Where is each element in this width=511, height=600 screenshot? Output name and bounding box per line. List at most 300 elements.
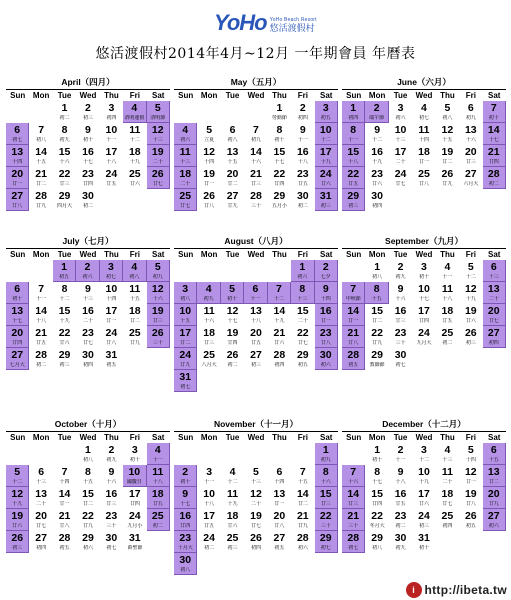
day-number: 6 bbox=[252, 283, 259, 295]
day-number: 13 bbox=[464, 124, 477, 136]
empty-cell bbox=[459, 531, 482, 553]
lunar-date: 清明節 bbox=[150, 115, 166, 121]
lunar-date: 廿四 bbox=[180, 523, 191, 529]
weekday-label: Sun bbox=[178, 250, 194, 259]
day-cell bbox=[459, 465, 482, 487]
day-number: 26 bbox=[203, 190, 215, 202]
lunar-date: 廿一 bbox=[106, 318, 117, 324]
day-cell bbox=[53, 326, 76, 348]
day-number: 27 bbox=[11, 190, 24, 202]
day-number: 18 bbox=[441, 305, 454, 317]
lunar-date: 十四 bbox=[59, 479, 70, 485]
day-cell bbox=[412, 326, 435, 348]
day-number: 28 bbox=[347, 532, 360, 544]
empty-cell bbox=[29, 260, 52, 282]
week-row bbox=[6, 443, 170, 465]
lunar-date: 初七 bbox=[105, 274, 116, 280]
lunar-date: 廿九 bbox=[442, 181, 453, 187]
week-row bbox=[174, 123, 338, 145]
day-cell bbox=[389, 123, 412, 145]
day-number: 24 bbox=[418, 510, 430, 522]
week-row bbox=[342, 509, 506, 531]
day-cell bbox=[221, 304, 244, 326]
day-number: 15 bbox=[273, 146, 286, 158]
lunar-date: 初三 bbox=[465, 340, 476, 346]
lunar-date: 初九 bbox=[59, 137, 70, 143]
day-number: 16 bbox=[105, 488, 118, 500]
weekday-label: Fri bbox=[129, 91, 140, 100]
day-number: 12 bbox=[226, 305, 239, 317]
day-number: 24 bbox=[179, 349, 192, 361]
weekday-label: Thu bbox=[440, 91, 455, 100]
weekday-label: Wed bbox=[247, 433, 265, 442]
day-number: 19 bbox=[226, 327, 239, 339]
lunar-date: 廿四 bbox=[372, 501, 383, 507]
day-number: 2 bbox=[373, 102, 380, 114]
empty-cell bbox=[221, 553, 244, 575]
empty-cell bbox=[483, 531, 506, 553]
day-number: 14 bbox=[58, 488, 71, 500]
lunar-date: 十八 bbox=[348, 159, 359, 165]
week-row bbox=[6, 304, 170, 326]
lunar-date: 十九 bbox=[372, 159, 383, 165]
day-number: 14 bbox=[35, 146, 47, 158]
weekday-label: Sat bbox=[488, 91, 501, 100]
day-cell bbox=[123, 123, 146, 145]
day-number: 22 bbox=[347, 168, 360, 180]
day-cell bbox=[29, 304, 52, 326]
day-number: 11 bbox=[129, 124, 141, 136]
lunar-date: 十五 bbox=[82, 479, 93, 485]
lunar-date: 廿七 bbox=[36, 523, 47, 529]
week-row bbox=[6, 145, 170, 167]
day-number: 10 bbox=[394, 124, 407, 136]
month-title: August（八月） bbox=[174, 235, 338, 249]
day-cell bbox=[244, 487, 267, 509]
day-number: 14 bbox=[250, 146, 262, 158]
lunar-date: 初七 bbox=[395, 362, 406, 368]
day-number: 28 bbox=[250, 190, 262, 202]
day-cell bbox=[459, 101, 482, 123]
day-number: 20 bbox=[487, 305, 500, 317]
lunar-date: 初七 bbox=[348, 545, 359, 551]
day-number: 20 bbox=[273, 510, 286, 522]
weekday-label: Wed bbox=[79, 433, 97, 442]
day-cell bbox=[291, 145, 314, 167]
lunar-date: 十七 bbox=[180, 501, 191, 507]
weekday-label: Sat bbox=[152, 250, 165, 259]
day-number: 27 bbox=[226, 190, 239, 202]
logo-wordmark: YoHo bbox=[214, 10, 267, 35]
weekday-label: Sun bbox=[178, 433, 194, 442]
weekday-label: Fri bbox=[297, 91, 308, 100]
day-cell bbox=[123, 443, 146, 465]
lunar-date: 廿六 bbox=[12, 523, 23, 529]
day-number: 11 bbox=[418, 124, 430, 136]
day-cell bbox=[100, 282, 123, 304]
lunar-date: 十二 bbox=[227, 479, 238, 485]
month-grid bbox=[6, 90, 170, 211]
weekday-label: Fri bbox=[297, 250, 308, 259]
lunar-date: 廿六 bbox=[465, 318, 476, 324]
day-number: 26 bbox=[151, 168, 164, 180]
day-number: 11 bbox=[441, 283, 453, 295]
day-cell bbox=[76, 189, 99, 211]
lunar-date: 十四 bbox=[204, 159, 215, 165]
lunar-date: 廿三 bbox=[204, 340, 215, 346]
weekday-header-row bbox=[6, 249, 170, 260]
member-day-cell bbox=[174, 326, 197, 348]
lunar-date: 廿八 bbox=[12, 203, 23, 209]
day-cell bbox=[221, 531, 244, 553]
day-number: 28 bbox=[296, 532, 309, 544]
lunar-date: 廿九 bbox=[180, 362, 191, 368]
lunar-date: 八月大 bbox=[201, 362, 217, 368]
day-number: 14 bbox=[487, 124, 500, 136]
lunar-date: 初十 bbox=[488, 115, 499, 121]
day-number: 17 bbox=[394, 146, 407, 158]
day-number: 16 bbox=[319, 305, 332, 317]
member-day-cell bbox=[315, 167, 338, 189]
week-row bbox=[6, 167, 170, 189]
empty-cell bbox=[221, 101, 244, 123]
day-cell bbox=[459, 443, 482, 465]
lunar-date: 廿八 bbox=[204, 203, 215, 209]
empty-cell bbox=[221, 260, 244, 282]
day-number: 19 bbox=[464, 488, 477, 500]
day-cell bbox=[436, 465, 459, 487]
member-day-cell bbox=[174, 167, 197, 189]
lunar-date: 初十 bbox=[82, 137, 93, 143]
day-number: 4 bbox=[205, 283, 212, 295]
lunar-date: 廿一 bbox=[274, 501, 285, 507]
day-cell bbox=[100, 348, 123, 370]
lunar-date: 十七 bbox=[274, 159, 285, 165]
lunar-date: 十五 bbox=[180, 318, 191, 324]
member-day-cell bbox=[268, 282, 291, 304]
day-number: 3 bbox=[322, 102, 329, 114]
lunar-date: 初六 bbox=[297, 274, 308, 280]
week-row bbox=[174, 304, 338, 326]
day-number: 13 bbox=[487, 466, 500, 478]
lunar-date: 初二 bbox=[59, 115, 70, 121]
day-cell bbox=[100, 509, 123, 531]
member-day-cell bbox=[174, 189, 197, 211]
member-day-cell bbox=[147, 145, 170, 167]
day-cell bbox=[221, 145, 244, 167]
lunar-date: 廿一 bbox=[59, 501, 70, 507]
member-day-cell bbox=[365, 282, 388, 304]
day-cell bbox=[76, 304, 99, 326]
day-cell bbox=[436, 326, 459, 348]
day-cell bbox=[29, 145, 52, 167]
month-calendar bbox=[6, 76, 170, 211]
lunar-date: 十七 bbox=[12, 318, 23, 324]
day-number: 11 bbox=[129, 283, 141, 295]
empty-cell bbox=[29, 443, 52, 465]
month-calendar bbox=[174, 76, 338, 211]
lunar-date: 初十 bbox=[418, 274, 429, 280]
lunar-date: 廿二 bbox=[36, 181, 47, 187]
lunar-date: 九月小 bbox=[127, 523, 143, 529]
member-day-cell bbox=[291, 260, 314, 282]
day-cell bbox=[268, 326, 291, 348]
weekday-label: Tue bbox=[225, 91, 240, 100]
day-cell bbox=[244, 123, 267, 145]
day-cell bbox=[53, 123, 76, 145]
day-number: 4 bbox=[444, 261, 451, 273]
day-number: 2 bbox=[108, 444, 115, 456]
lunar-date: 初五 bbox=[297, 362, 308, 368]
weekday-header-row bbox=[174, 432, 338, 443]
week-row bbox=[174, 370, 338, 392]
day-number: 10 bbox=[179, 305, 192, 317]
lunar-date: 十七 bbox=[372, 479, 383, 485]
lunar-date: 廿二 bbox=[297, 501, 308, 507]
day-number: 21 bbox=[58, 510, 71, 522]
day-cell bbox=[123, 326, 146, 348]
day-number: 7 bbox=[275, 283, 282, 295]
weekday-label: Fri bbox=[129, 433, 140, 442]
lunar-date: 初九 bbox=[250, 137, 261, 143]
member-day-cell bbox=[174, 348, 197, 370]
empty-cell bbox=[221, 443, 244, 465]
day-number: 3 bbox=[182, 283, 189, 295]
lunar-date: 廿二 bbox=[180, 340, 191, 346]
lunar-date: 初二 bbox=[442, 340, 453, 346]
day-cell bbox=[100, 145, 123, 167]
day-number: 26 bbox=[464, 510, 477, 522]
empty-cell bbox=[174, 260, 197, 282]
weekday-label: Mon bbox=[368, 250, 386, 259]
weekday-label: Sun bbox=[346, 91, 362, 100]
lunar-date: 廿八 bbox=[465, 501, 476, 507]
weekday-label: Mon bbox=[32, 91, 50, 100]
month-grid bbox=[6, 432, 170, 553]
day-cell bbox=[244, 465, 267, 487]
member-day-cell bbox=[174, 304, 197, 326]
lunar-date: 十五 bbox=[36, 159, 47, 165]
lunar-date: 十三 bbox=[395, 137, 406, 143]
day-number: 25 bbox=[441, 327, 454, 339]
lunar-date: 廿六 bbox=[59, 340, 70, 346]
day-number: 31 bbox=[319, 190, 332, 202]
day-number: 14 bbox=[347, 488, 360, 500]
lunar-date: 初八 bbox=[180, 296, 191, 302]
day-number: 14 bbox=[296, 488, 309, 500]
lunar-date: 十八 bbox=[106, 159, 117, 165]
week-row bbox=[174, 531, 338, 553]
day-number: 2 bbox=[397, 444, 404, 456]
week-row bbox=[342, 101, 506, 123]
weekday-header-row bbox=[174, 90, 338, 101]
day-number: 6 bbox=[467, 102, 474, 114]
day-number: 2 bbox=[322, 261, 329, 273]
day-number: 1 bbox=[322, 444, 329, 456]
lunar-date: 初六 bbox=[180, 137, 191, 143]
day-cell bbox=[123, 509, 146, 531]
day-cell bbox=[100, 101, 123, 123]
weekday-header-row bbox=[342, 432, 506, 443]
day-cell bbox=[197, 304, 220, 326]
day-number: 16 bbox=[82, 305, 94, 317]
day-cell bbox=[53, 145, 76, 167]
month-title: October（十月） bbox=[6, 418, 170, 432]
day-number: 13 bbox=[487, 283, 500, 295]
day-number: 10 bbox=[203, 488, 215, 500]
day-cell bbox=[100, 326, 123, 348]
lunar-date: 廿六 bbox=[129, 181, 140, 187]
lunar-date: 初二 bbox=[152, 523, 163, 529]
member-day-cell bbox=[6, 304, 29, 326]
lunar-date: 初六 bbox=[488, 523, 499, 529]
month-calendar bbox=[6, 235, 170, 370]
lunar-date: 二十 bbox=[488, 296, 499, 302]
lunar-date: 廿八 bbox=[274, 523, 285, 529]
member-day-cell bbox=[6, 123, 29, 145]
weekday-label: Sun bbox=[346, 433, 362, 442]
day-number: 10 bbox=[105, 124, 118, 136]
lunar-date: 初十 bbox=[372, 457, 383, 463]
day-number: 13 bbox=[226, 146, 239, 158]
month-calendar bbox=[174, 418, 338, 575]
day-number: 15 bbox=[371, 305, 383, 317]
member-day-cell bbox=[6, 348, 29, 370]
day-number: 14 bbox=[347, 305, 360, 317]
lunar-date: 十四 bbox=[274, 479, 285, 485]
day-cell bbox=[365, 123, 388, 145]
member-day-cell bbox=[174, 145, 197, 167]
day-cell bbox=[412, 282, 435, 304]
member-day-cell bbox=[174, 370, 197, 392]
empty-cell bbox=[123, 189, 146, 211]
day-number: 4 bbox=[154, 444, 161, 456]
member-day-cell bbox=[6, 282, 29, 304]
member-day-cell bbox=[315, 465, 338, 487]
day-cell bbox=[412, 465, 435, 487]
week-row bbox=[342, 260, 506, 282]
member-day-cell bbox=[483, 443, 506, 465]
lunar-date: 十月大 bbox=[177, 545, 193, 551]
day-number: 7 bbox=[299, 466, 306, 478]
day-number: 29 bbox=[296, 349, 309, 361]
day-number: 10 bbox=[128, 466, 141, 478]
lunar-date: 廿五 bbox=[250, 340, 261, 346]
member-day-cell bbox=[315, 509, 338, 531]
week-row bbox=[342, 348, 506, 370]
day-number: 19 bbox=[464, 305, 477, 317]
day-number: 22 bbox=[273, 168, 286, 180]
empty-cell bbox=[197, 101, 220, 123]
member-day-cell bbox=[483, 260, 506, 282]
weekday-label: Sun bbox=[10, 433, 26, 442]
day-number: 22 bbox=[371, 327, 383, 339]
day-number: 22 bbox=[58, 168, 71, 180]
day-number: 20 bbox=[11, 327, 24, 339]
day-cell bbox=[76, 443, 99, 465]
day-number: 19 bbox=[151, 146, 164, 158]
day-cell bbox=[76, 326, 99, 348]
lunar-date: 初三 bbox=[348, 203, 359, 209]
lunar-date: 初九 bbox=[395, 545, 406, 551]
week-row bbox=[342, 443, 506, 465]
lunar-date: 初五 bbox=[59, 274, 70, 280]
lunar-date: 初九 bbox=[152, 274, 163, 280]
member-day-cell bbox=[174, 553, 197, 575]
day-cell bbox=[76, 487, 99, 509]
member-day-cell bbox=[123, 465, 146, 487]
weekday-label: Sat bbox=[320, 250, 333, 259]
lunar-date: 廿五 bbox=[106, 181, 117, 187]
day-cell bbox=[268, 509, 291, 531]
lunar-date: 初四 bbox=[274, 362, 285, 368]
day-number: 1 bbox=[85, 444, 91, 456]
week-row bbox=[342, 326, 506, 348]
day-number: 23 bbox=[82, 327, 94, 339]
empty-cell bbox=[197, 260, 220, 282]
day-number: 31 bbox=[105, 349, 118, 361]
lunar-date: 二十 bbox=[152, 159, 163, 165]
day-number: 26 bbox=[11, 532, 24, 544]
day-cell bbox=[291, 101, 314, 123]
day-number: 6 bbox=[14, 124, 21, 136]
lunar-date: 初六 bbox=[320, 362, 331, 368]
lunar-date: 國慶日 bbox=[126, 479, 142, 485]
day-number: 6 bbox=[276, 466, 283, 478]
day-cell bbox=[268, 348, 291, 370]
lunar-date: 初三 bbox=[227, 545, 238, 551]
empty-cell bbox=[268, 553, 291, 575]
member-day-cell bbox=[315, 326, 338, 348]
member-day-cell bbox=[483, 326, 506, 348]
weekday-label: Sat bbox=[152, 433, 165, 442]
day-cell bbox=[244, 509, 267, 531]
day-number: 31 bbox=[128, 532, 141, 544]
day-number: 7 bbox=[61, 466, 68, 478]
lunar-date: 十三 bbox=[82, 296, 93, 302]
weekday-label: Thu bbox=[440, 433, 455, 442]
day-number: 3 bbox=[421, 444, 427, 456]
day-number: 10 bbox=[418, 283, 430, 295]
day-number: 21 bbox=[347, 327, 360, 339]
member-day-cell bbox=[6, 326, 29, 348]
lunar-date: 廿三 bbox=[59, 181, 70, 187]
lunar-date: 十四 bbox=[320, 296, 331, 302]
weekday-label: Tue bbox=[57, 91, 72, 100]
day-number: 4 bbox=[444, 444, 451, 456]
lunar-date: 初八 bbox=[82, 457, 93, 463]
day-cell bbox=[412, 304, 435, 326]
lunar-date: 廿六 bbox=[418, 501, 429, 507]
day-cell bbox=[244, 145, 267, 167]
day-cell bbox=[268, 145, 291, 167]
empty-cell bbox=[244, 443, 267, 465]
day-cell bbox=[436, 167, 459, 189]
day-cell bbox=[197, 145, 220, 167]
lunar-date: 十九 bbox=[129, 159, 140, 165]
day-number: 20 bbox=[226, 168, 239, 180]
week-row bbox=[174, 553, 338, 575]
day-cell bbox=[197, 123, 220, 145]
day-cell bbox=[100, 123, 123, 145]
lunar-date: 廿九 bbox=[227, 203, 238, 209]
week-row bbox=[342, 531, 506, 553]
week-row bbox=[342, 167, 506, 189]
month-grid bbox=[342, 432, 506, 553]
lunar-date: 廿八 bbox=[348, 340, 359, 346]
lunar-date: 初二 bbox=[227, 362, 238, 368]
day-number: 22 bbox=[371, 510, 383, 522]
